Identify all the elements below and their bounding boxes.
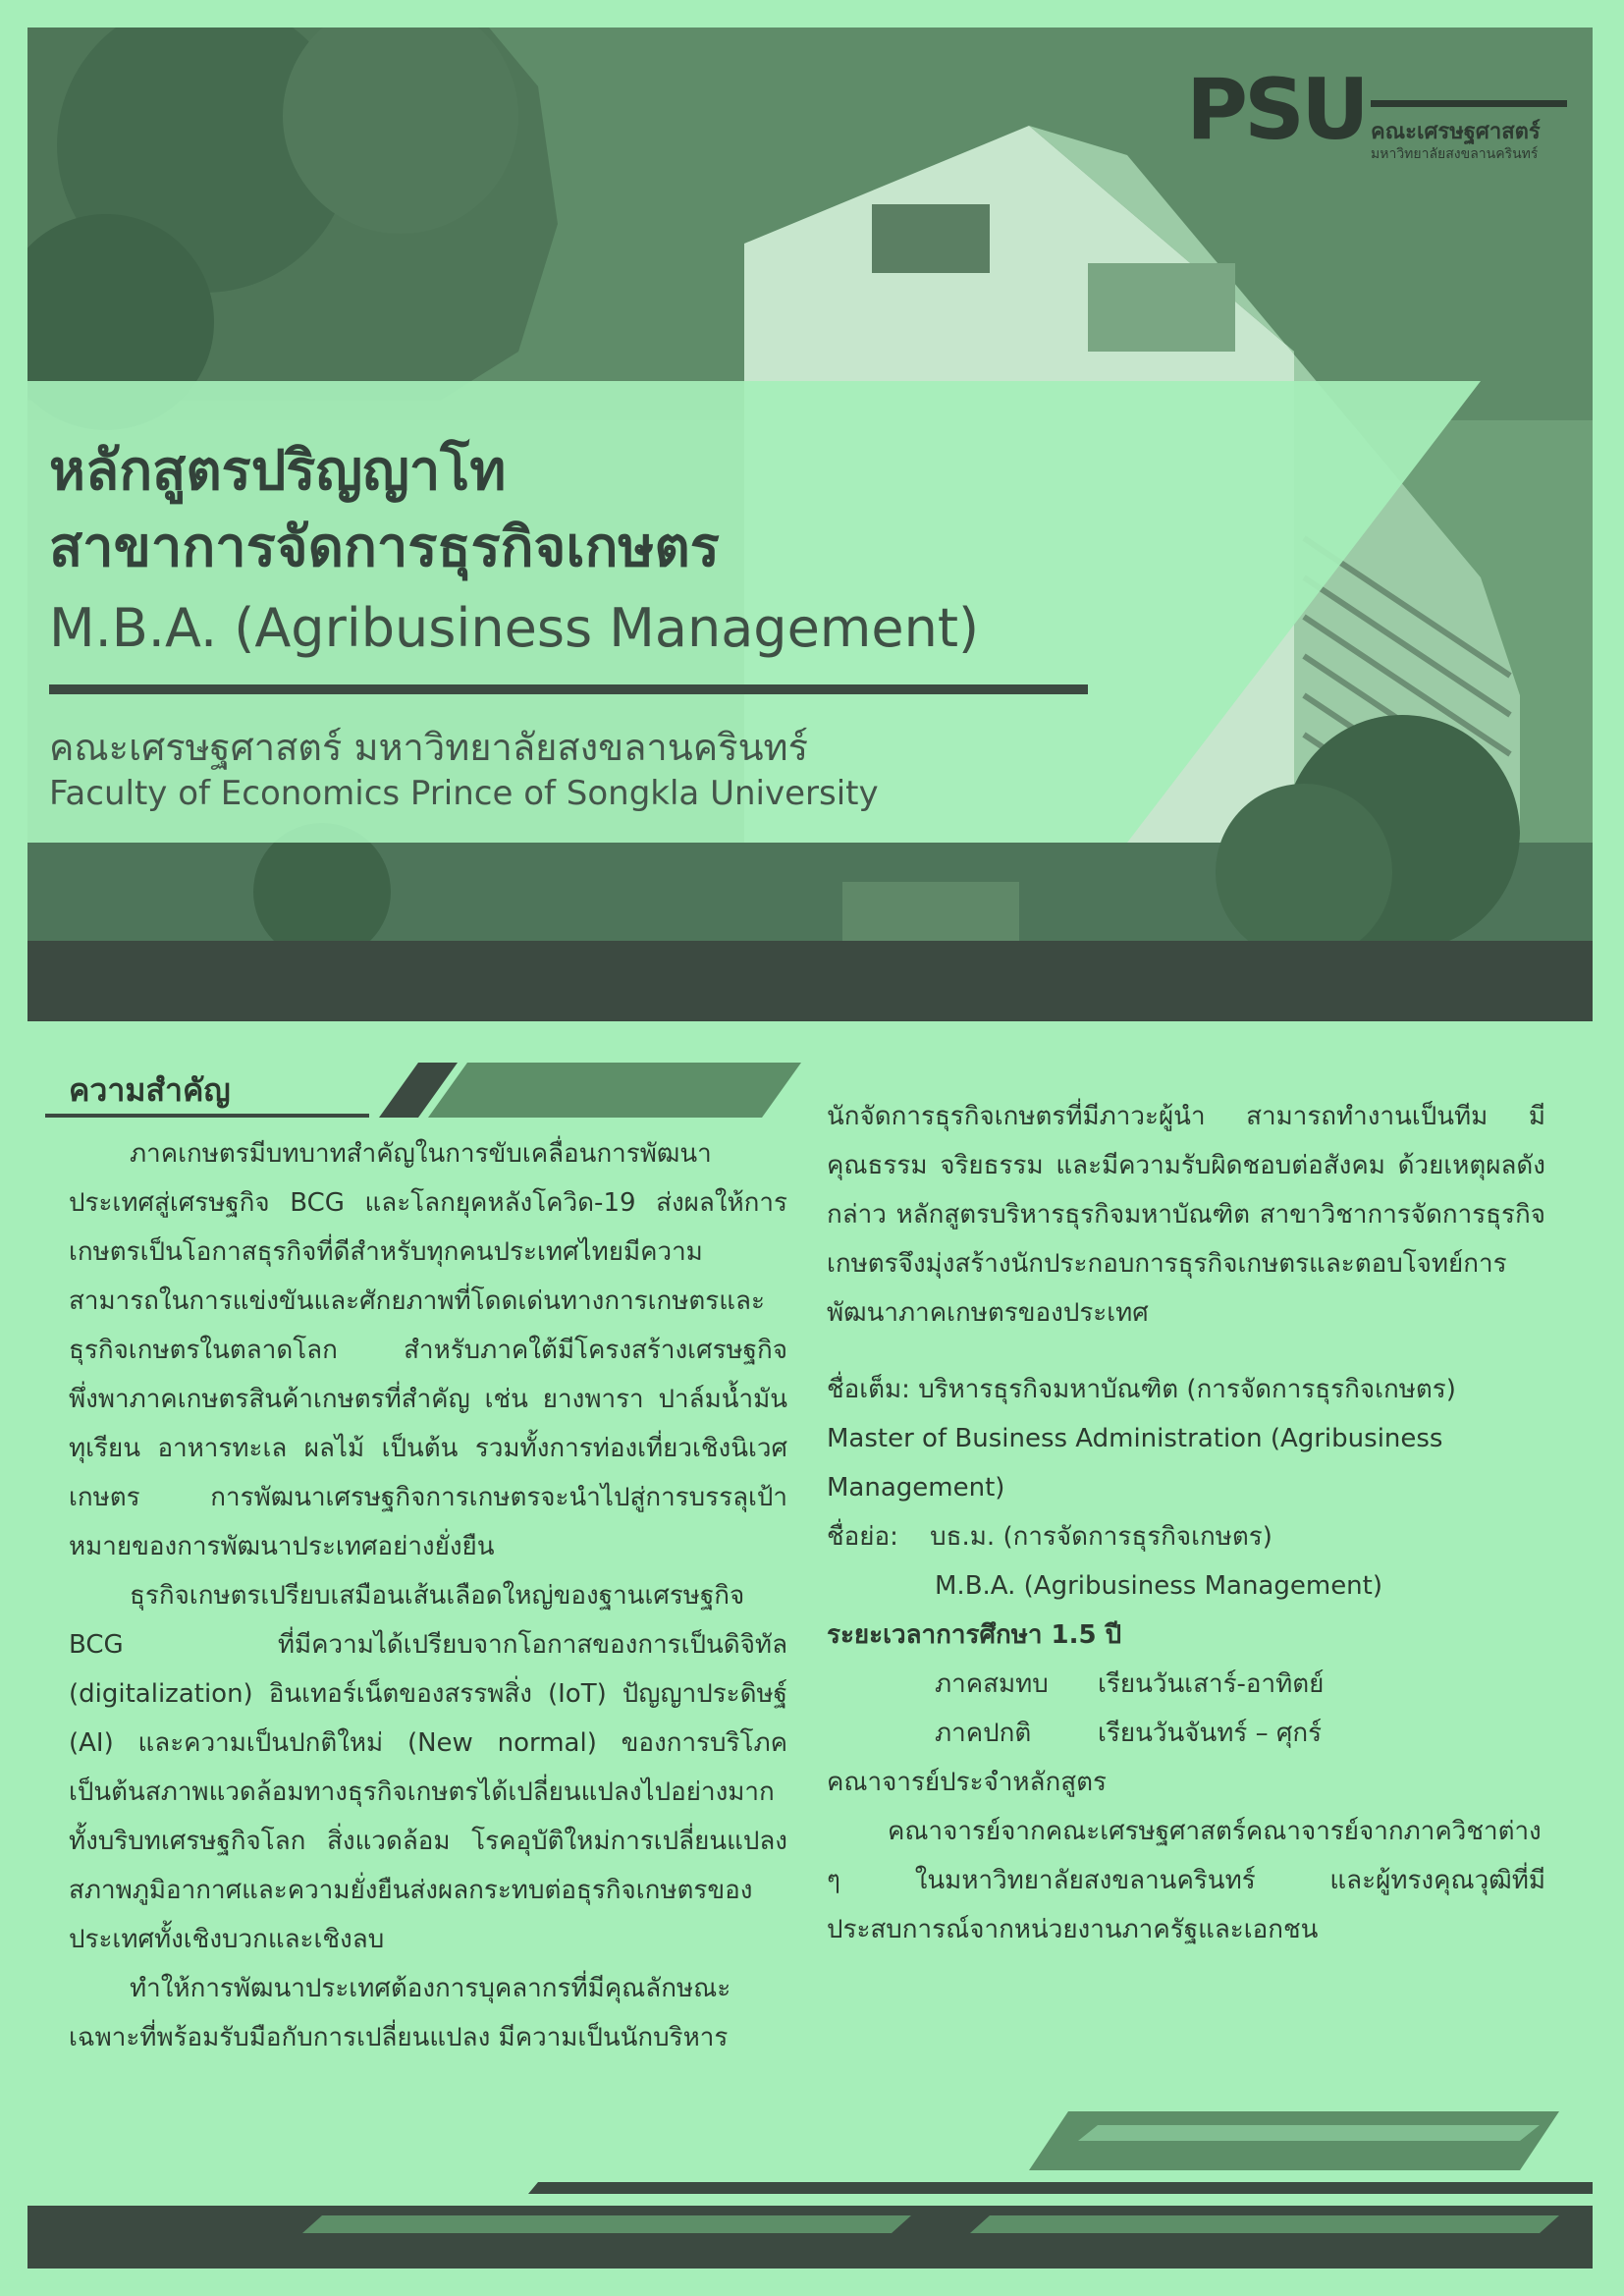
psu-logo bbox=[1186, 61, 1579, 169]
faculty-description: คณาจารย์จากคณะเศรษฐศาสตร์คณาจารย์จากภาควิชาต่าง ๆ ในมหาวิทยาลัยสงขลานครินทร์ และผู้ทรงคุณวุฒิที่มีประสบการณ์จากหน่วยงานภาครัฐและเอกชน bbox=[827, 1817, 1545, 1944]
logo-divider bbox=[1371, 100, 1567, 107]
full-name-english-1: Master of Business Administration (Agribusiness bbox=[827, 1424, 1443, 1453]
left-column bbox=[69, 1129, 787, 2062]
logo-university-text: มหาวิทยาลัยสงขลานครินทร์ bbox=[1371, 146, 1539, 162]
full-name-english-2: Management) bbox=[827, 1473, 1005, 1503]
program-1-name: ภาคสมทบ bbox=[935, 1669, 1049, 1699]
title-thai-line2: สาขาการจัดการธุรกิจเกษตร bbox=[49, 516, 720, 579]
title-underline bbox=[49, 684, 1088, 694]
footer-decoration bbox=[27, 2111, 1593, 2269]
program-1-days: เรียนวันเสาร์-อาทิตย์ bbox=[1098, 1669, 1325, 1699]
full-name-label: ชื่อเต็ม: bbox=[827, 1375, 910, 1404]
right-column bbox=[827, 1092, 1545, 1954]
faculty-label: คณาจารย์ประจำหลักสูตร bbox=[827, 1768, 1107, 1797]
faculty-english: Faculty of Economics Prince of Songkla University bbox=[49, 774, 879, 813]
program-2-days: เรียนวันจันทร์ – ศุกร์ bbox=[1098, 1719, 1323, 1748]
title-english: M.B.A. (Agribusiness Management) bbox=[49, 597, 980, 659]
short-name-label: ชื่อย่อ: bbox=[827, 1522, 898, 1552]
program-regular bbox=[827, 1709, 1545, 1758]
paragraph-1: ภาคเกษตรมีบทบาทสำคัญในการขับเคลื่อนการพัฒนาประเทศสู่เศรษฐกิจ BCG และโลกยุคหลังโควิด-19 ส่งผลให้การเกษตรเป็นโอกาสธุรกิจที่ดีสำหรับทุกคนประเทศไทยมีความสามารถในการแข่งขันและศักยภาพที่โดดเด่นทางการเกษตรและธุรกิจเกษตรในตลาดโลก สำหรับภาคใต้มีโครงสร้างเศรษฐกิจพึ่งพาภาคเกษตรสินค้าเกษตรที่สำคัญ เช่น ยางพารา ปาล์มน้ำมัน ทุเรียน อาหารทะเล ผลไม้ เป็นต้น รวมทั้งการท่องเที่ยวเชิงนิเวศเกษตร การพัฒนาเศรษฐกิจการเกษตรจะนำไปสู่การบรรลุเป้าหมายของการพัฒนาประเทศอย่างยั่งยืน bbox=[69, 1139, 787, 1561]
paragraph-3: ทำให้การพัฒนาประเทศต้องการบุคลากรที่มีคุณลักษณะเฉพาะที่พร้อมรับมือกับการเปลี่ยนแปลง มีความเป็นนักบริหาร bbox=[69, 1974, 731, 2052]
psu-logo-mark: PSU bbox=[1186, 61, 1366, 159]
section-heading: ความสำคัญ bbox=[69, 1071, 231, 1109]
short-name-row bbox=[827, 1512, 1545, 1561]
logo-faculty-text: คณะเศรษฐศาสตร์ bbox=[1371, 120, 1541, 144]
title-thai-line1: หลักสูตรปริญญาโท bbox=[49, 439, 507, 503]
full-name-thai: บริหารธุรกิจมหาบัณฑิต (การจัดการธุรกิจเกษตร) bbox=[918, 1375, 1456, 1404]
full-name-row bbox=[827, 1365, 1545, 1414]
short-name-thai: บธ.ม. (การจัดการธุรกิจเกษตร) bbox=[930, 1522, 1272, 1552]
faculty-thai: คณะเศรษฐศาสตร์ มหาวิทยาลัยสงขลานครินทร์ bbox=[49, 726, 809, 769]
short-name-english: M.B.A. (Agribusiness Management) bbox=[935, 1571, 1383, 1601]
duration-label: ระยะเวลาการศึกษา 1.5 ปี bbox=[827, 1620, 1122, 1650]
paragraph-2: ธุรกิจเกษตรเปรียบเสมือนเส้นเลือดใหญ่ของฐานเศรษฐกิจ BCG ที่มีความได้เปรียบจากโอกาสของการเป็นดิจิทัล (digitalization) อินเทอร์เน็ตของสรรพสิ่ง (IoT) ปัญญาประดิษฐ์ (AI) และความเป็นปกติใหม่ (New normal) ของการบริโภคเป็นต้นสภาพแวดล้อมทางธุรกิจเกษตรได้เปลี่ยนแปลงไปอย่างมาก ทั้งบริบทเศรษฐกิจโลก สิ่งแวดล้อม โรคอุบัติใหม่การเปลี่ยนแปลงสภาพภูมิอากาศและความยั่งยืนส่งผลกระทบต่อธุรกิจเกษตรของประเทศทั้งเชิงบวกและเชิงลบ bbox=[69, 1581, 787, 1954]
paragraph-right: นักจัดการธุรกิจเกษตรที่มีภาวะผู้นำ สามารถทำงานเป็นทีม มีคุณธรรม จริยธรรม และมีความรับผิดชอบต่อสังคม ด้วยเหตุผลดังกล่าว หลักสูตรบริหารธุรกิจมหาบัณฑิต สาขาวิชาการจัดการธุรกิจเกษตรจึงมุ่งสร้างนักประกอบการธุรกิจเกษตรและตอบโจทย์การพัฒนาภาคเกษตรของประเทศ bbox=[827, 1102, 1545, 1328]
program-2-name: ภาคปกติ bbox=[935, 1719, 1032, 1748]
program-part-time bbox=[827, 1660, 1545, 1709]
